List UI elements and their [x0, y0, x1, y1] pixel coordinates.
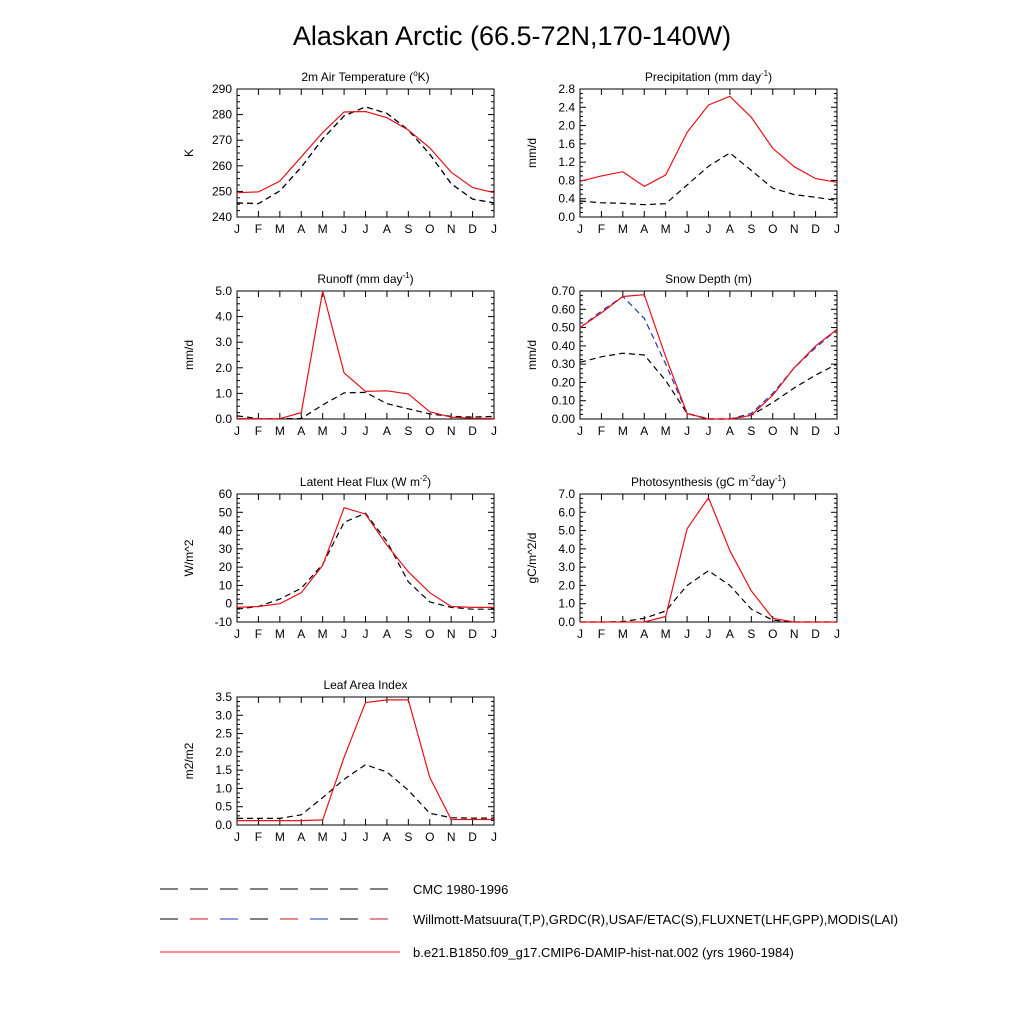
- panel-title-text: 2m Air Temperature (: [301, 70, 414, 84]
- x-tick-label: N: [789, 222, 799, 236]
- y-tick-label: 40: [218, 523, 232, 538]
- series-line-1: [580, 297, 837, 420]
- x-tick-label: M: [617, 627, 628, 641]
- y-tick-label: 4.0: [215, 309, 232, 324]
- x-tick-label: N: [446, 222, 456, 236]
- x-tick-label: F: [254, 830, 263, 844]
- y-tick-label: 0.20: [551, 375, 575, 390]
- panel-title-text: Leaf Area Index: [323, 678, 408, 692]
- y-tick-label: 2.0: [558, 118, 575, 133]
- x-tick-label: J: [362, 222, 369, 236]
- panel-title-superscript: -2: [419, 474, 428, 483]
- y-tick-label: 1.0: [215, 781, 232, 796]
- y-tick-label: 20: [218, 560, 232, 575]
- panels: [182, 69, 840, 844]
- plot-frame: [237, 697, 494, 825]
- panel-title-superscript: o: [413, 69, 418, 78]
- x-tick-label: A: [382, 222, 391, 236]
- panel-title-text: ): [427, 475, 432, 489]
- y-tick-label: 0.40: [551, 338, 575, 353]
- x-tick-label: A: [297, 830, 306, 844]
- x-tick-label: M: [274, 222, 285, 236]
- panel-5: [525, 474, 840, 641]
- x-tick-label: M: [660, 222, 671, 236]
- x-tick-label: D: [811, 222, 820, 236]
- series-line-0: [237, 700, 494, 821]
- x-tick-label: N: [446, 830, 456, 844]
- x-tick-label: F: [597, 424, 606, 438]
- series-line-0: [580, 96, 837, 186]
- x-tick-label: M: [274, 627, 285, 641]
- plot-frame: [580, 291, 837, 419]
- x-tick-label: J: [577, 424, 583, 438]
- x-tick-label: O: [768, 424, 778, 438]
- plot-frame: [237, 89, 494, 217]
- y-tick-label: 250: [211, 184, 232, 199]
- x-tick-label: A: [640, 222, 649, 236]
- x-tick-label: J: [834, 627, 840, 641]
- y-tick-label: 1.5: [215, 763, 232, 778]
- y-tick-label: 10: [218, 578, 232, 593]
- x-tick-label: O: [768, 627, 778, 641]
- panel-1: [525, 69, 840, 236]
- y-tick-label: 3.0: [558, 560, 575, 575]
- x-tick-label: S: [747, 627, 756, 641]
- panel-title-superscript: -2: [748, 474, 756, 483]
- x-tick-label: A: [297, 222, 306, 236]
- series-line-2: [237, 107, 494, 204]
- panel-title: [317, 271, 413, 286]
- x-tick-label: D: [811, 627, 820, 641]
- series-line-0: [580, 295, 837, 419]
- y-axis-label: mm/d: [182, 340, 196, 370]
- y-tick-label: 7.0: [558, 487, 575, 501]
- x-tick-label: M: [617, 222, 628, 236]
- series-line-1: [580, 153, 837, 205]
- y-tick-label: 2.8: [558, 82, 575, 96]
- y-tick-label: 0.4: [558, 191, 575, 206]
- x-tick-label: O: [425, 424, 435, 438]
- y-tick-label: 270: [211, 133, 232, 148]
- y-tick-label: 3.0: [215, 708, 232, 723]
- x-tick-label: A: [725, 424, 734, 438]
- x-tick-label: J: [684, 627, 691, 641]
- y-tick-label: 0.0: [215, 412, 232, 426]
- x-tick-label: J: [234, 830, 240, 844]
- x-tick-label: A: [297, 424, 306, 438]
- x-tick-label: J: [234, 222, 240, 236]
- series-line-0: [237, 112, 494, 193]
- x-tick-label: M: [274, 830, 285, 844]
- panel-0: [182, 69, 497, 236]
- x-tick-label: M: [317, 222, 328, 236]
- x-tick-label: O: [425, 830, 435, 844]
- x-tick-label: F: [254, 222, 263, 236]
- series-line-0: [237, 291, 494, 419]
- panel-3: [525, 272, 840, 438]
- x-tick-label: S: [404, 424, 413, 438]
- y-tick-label: 2.0: [215, 360, 232, 375]
- x-tick-label: D: [468, 627, 477, 641]
- x-tick-label: J: [362, 424, 369, 438]
- y-tick-label: 2.4: [558, 100, 575, 115]
- panel-title-text: ): [768, 70, 773, 84]
- legend-label: b.e21.B1850.f09_g17.CMIP6-DAMIP-hist-nat.002 (yrs 1960-1984): [413, 945, 794, 960]
- panel-title-text: Snow Depth (m): [665, 272, 752, 286]
- y-tick-label: 6.0: [558, 505, 575, 520]
- series-line-1: [580, 571, 837, 622]
- x-tick-label: D: [468, 222, 477, 236]
- x-tick-label: J: [491, 627, 497, 641]
- x-tick-label: N: [789, 627, 799, 641]
- x-tick-label: N: [446, 424, 456, 438]
- x-tick-label: J: [705, 627, 712, 641]
- x-tick-label: M: [317, 627, 328, 641]
- y-axis-label: mm/d: [525, 340, 539, 370]
- x-tick-label: J: [491, 222, 497, 236]
- panel-title-text: Photosynthesis (gC m: [631, 475, 749, 489]
- x-tick-label: A: [382, 830, 391, 844]
- x-tick-label: J: [577, 222, 583, 236]
- y-tick-label: 1.6: [558, 136, 575, 151]
- y-tick-label: 4.0: [558, 541, 575, 556]
- y-tick-label: 1.0: [215, 386, 232, 401]
- x-tick-label: F: [597, 222, 606, 236]
- y-tick-label: 0.0: [558, 210, 575, 224]
- y-tick-label: 0.8: [558, 173, 575, 188]
- x-tick-label: J: [234, 627, 240, 641]
- panel-title: [645, 69, 772, 84]
- x-tick-label: J: [362, 627, 369, 641]
- figure-title: Alaskan Arctic (66.5-72N,170-140W): [292, 21, 732, 51]
- y-tick-label: 2.0: [558, 578, 575, 593]
- x-tick-label: J: [341, 222, 348, 236]
- series-line-0: [580, 498, 837, 622]
- panel-title-text: Latent Heat Flux (W m: [299, 475, 420, 489]
- y-tick-label: 3.5: [215, 690, 232, 704]
- x-tick-label: S: [404, 222, 413, 236]
- legend-label: Willmott-Matsuura(T,P),GRDC(R),USAF/ETAC(S),FLUXNET(LHF,GPP),MODIS(LAI): [413, 912, 899, 927]
- x-tick-label: M: [660, 627, 671, 641]
- x-tick-label: M: [617, 424, 628, 438]
- y-tick-label: 280: [211, 107, 232, 122]
- x-tick-label: J: [341, 830, 348, 844]
- x-tick-label: M: [317, 830, 328, 844]
- panel-title-text: K): [417, 70, 430, 84]
- y-tick-label: 0.00: [551, 412, 575, 426]
- y-tick-label: 30: [218, 541, 232, 556]
- x-tick-label: O: [768, 222, 778, 236]
- panel-title-superscript: -1: [402, 271, 410, 280]
- legend-label: CMC 1980-1996: [413, 882, 509, 897]
- x-tick-label: A: [640, 424, 649, 438]
- y-axis-label: K: [182, 148, 196, 158]
- x-tick-label: M: [317, 424, 328, 438]
- x-tick-label: D: [811, 424, 820, 438]
- y-tick-label: 50: [218, 505, 232, 520]
- x-tick-label: O: [425, 222, 435, 236]
- panel-2: [182, 271, 497, 438]
- y-tick-label: 0.60: [551, 302, 575, 317]
- y-tick-label: 5.0: [215, 284, 232, 298]
- y-tick-label: 0.50: [551, 320, 575, 335]
- x-tick-label: J: [834, 222, 840, 236]
- panel-title-text: ): [782, 475, 786, 489]
- x-tick-label: A: [725, 222, 734, 236]
- y-tick-label: 260: [211, 158, 232, 173]
- x-tick-label: D: [468, 830, 477, 844]
- series-line-1: [237, 765, 494, 819]
- x-tick-label: J: [362, 830, 369, 844]
- x-tick-label: A: [640, 627, 649, 641]
- x-tick-label: D: [468, 424, 477, 438]
- x-tick-label: M: [660, 424, 671, 438]
- panel-title-superscript: -1: [774, 474, 782, 483]
- x-tick-label: J: [234, 424, 240, 438]
- panel-title-superscript: -1: [760, 69, 769, 78]
- y-tick-label: -10: [214, 615, 232, 629]
- y-axis-label: W/m^2: [182, 539, 196, 577]
- x-tick-label: J: [684, 424, 691, 438]
- x-tick-label: N: [446, 627, 456, 641]
- panel-6: [182, 678, 497, 844]
- x-tick-label: S: [747, 424, 756, 438]
- x-tick-label: A: [725, 627, 734, 641]
- panel-title: [301, 69, 429, 84]
- x-tick-label: J: [341, 424, 348, 438]
- x-tick-label: J: [705, 222, 712, 236]
- x-tick-label: A: [382, 424, 391, 438]
- y-axis-label: gC/m^2/d: [525, 532, 539, 584]
- x-tick-label: F: [597, 627, 606, 641]
- y-tick-label: 1.0: [558, 596, 575, 611]
- y-tick-label: 5.0: [558, 523, 575, 538]
- y-tick-label: 0.10: [551, 393, 575, 408]
- y-tick-label: 2.5: [215, 726, 232, 741]
- panel-title-text: ): [409, 272, 414, 286]
- x-tick-label: N: [789, 424, 799, 438]
- plot-frame: [237, 291, 494, 419]
- plot-frame: [580, 494, 837, 622]
- y-tick-label: 0.70: [551, 284, 575, 298]
- series-line-1: [237, 513, 494, 609]
- x-tick-label: O: [425, 627, 435, 641]
- x-tick-label: A: [382, 627, 391, 641]
- x-tick-label: J: [834, 424, 840, 438]
- x-tick-label: F: [254, 627, 263, 641]
- x-tick-label: J: [341, 627, 348, 641]
- y-tick-label: 0: [225, 596, 232, 611]
- y-tick-label: 0.5: [215, 799, 232, 814]
- panel-title: [300, 474, 431, 489]
- y-tick-label: 60: [218, 487, 232, 501]
- panel-title-text: Runoff (mm day: [317, 272, 403, 286]
- panel-title-text: day: [755, 475, 775, 489]
- y-tick-label: 1.2: [558, 155, 575, 170]
- panel-title-text: Precipitation (mm day: [644, 70, 761, 84]
- y-tick-label: 290: [211, 82, 232, 96]
- x-tick-label: J: [577, 627, 583, 641]
- x-tick-label: M: [274, 424, 285, 438]
- y-axis-label: mm/d: [525, 138, 539, 168]
- plot-frame: [580, 89, 837, 217]
- x-tick-label: J: [491, 830, 497, 844]
- y-tick-label: 0.0: [558, 615, 575, 629]
- x-tick-label: S: [747, 222, 756, 236]
- y-tick-label: 2.0: [215, 744, 232, 759]
- y-axis-label: m2/m2: [182, 742, 196, 780]
- panel-title: [323, 678, 407, 692]
- y-tick-label: 0.0: [215, 818, 232, 832]
- panel-4: [182, 474, 497, 641]
- x-tick-label: F: [254, 424, 263, 438]
- panel-title: [665, 272, 752, 286]
- legend: [160, 882, 898, 960]
- x-tick-label: J: [684, 222, 691, 236]
- x-tick-label: S: [404, 830, 413, 844]
- panel-title: [631, 474, 786, 489]
- x-tick-label: J: [491, 424, 497, 438]
- series-line-0: [237, 508, 494, 608]
- y-tick-label: 0.30: [551, 357, 575, 372]
- series-line-1: [237, 107, 494, 204]
- y-tick-label: 240: [211, 210, 232, 224]
- x-tick-label: J: [705, 424, 712, 438]
- x-tick-label: S: [404, 627, 413, 641]
- y-tick-label: 3.0: [215, 335, 232, 350]
- x-tick-label: A: [297, 627, 306, 641]
